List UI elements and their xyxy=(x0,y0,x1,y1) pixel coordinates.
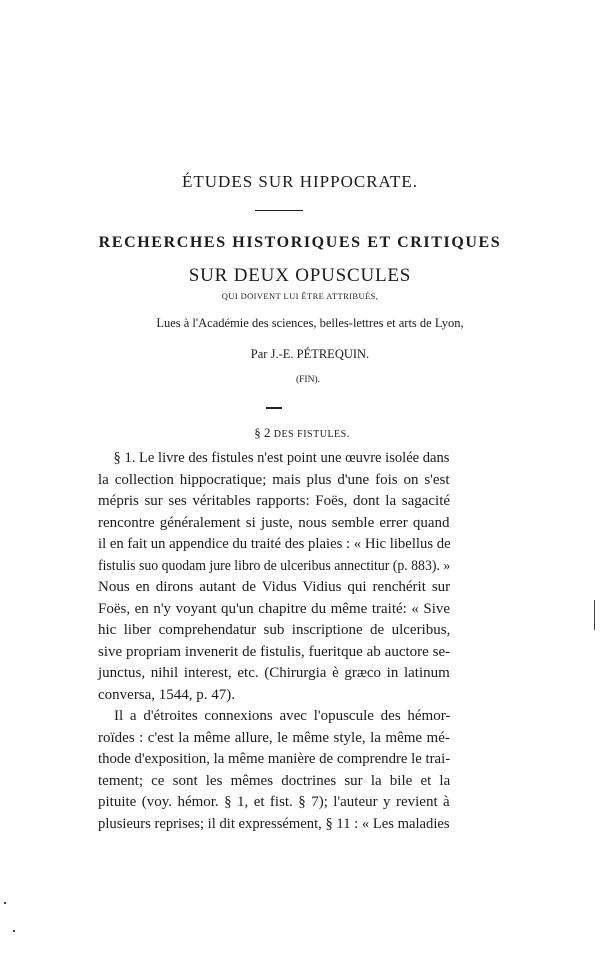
author-line: Par J.-E. PÉTREQUIN. xyxy=(250,347,370,361)
text-line: thode d'exposition, la même manière de comprendre le trai- xyxy=(98,751,451,767)
text-line: il en fait un appendice du traité des plaies : « Hic libellus de xyxy=(98,536,451,552)
text-line: mépris sur ses véritables rapports: Foës, dont la sagacité xyxy=(98,493,451,509)
section-title: DES FISTULES. xyxy=(273,429,350,440)
text-line: rencontre généralement si juste, nous semble errer quand xyxy=(98,514,450,531)
text-line: tement; ce sont les mêmes doctrines sur la bile et la xyxy=(98,772,451,789)
text-line: plusieurs reprises; il dit expressément, § 11 : « Les maladies xyxy=(98,815,450,832)
section-divider xyxy=(266,407,282,409)
text-line: la collection hippocratique; mais plus d'une fois on s'est xyxy=(98,471,450,488)
page-title: ÉTUDES SUR HIPPOCRATE. xyxy=(182,172,418,191)
text-line: Il a d'étroites connexions avec l'opuscule des hémor- xyxy=(114,708,451,724)
text-line: junctus, nihil interest, etc. (Chirurgia è græco in latinum xyxy=(98,665,450,681)
text-line: fistulis suo quodam jure libro de ulceribus annectitur (p. 883). » xyxy=(98,557,451,574)
text-line: Foës, en n'y voyant qu'un chapitre du même traité: « Sive xyxy=(98,600,451,617)
section-number: § 2 xyxy=(254,425,271,440)
edge-mark xyxy=(594,600,595,630)
text-line: Nous en dirons autant de Vidus Vidius qui renchérit sur xyxy=(98,579,451,595)
text-line: § 1. Le livre des fistules n'est point une œuvre isolée dans xyxy=(113,450,450,466)
text-line: hic liber comprehendatur sub inscriptione de ulceribus, xyxy=(98,622,451,638)
title-divider xyxy=(255,210,303,211)
text-line: conversa, 1544, p. 47). xyxy=(98,686,236,703)
edge-mark xyxy=(4,902,6,904)
fin-marker: (FIN). xyxy=(295,375,320,385)
section-heading xyxy=(2,425,600,441)
text-line: pituite (voy. hémor. § 1, et fist. § 7); l'auteur y revient à xyxy=(98,794,450,810)
text-line: sive propriam invenerit de fistulis, fueritque ab auctore se- xyxy=(98,643,451,660)
article-subheading: SUR DEUX OPUSCULES xyxy=(188,265,412,286)
edge-mark xyxy=(13,930,15,932)
text-line: roïdes : c'est la même allure, le même style, la même mé- xyxy=(98,729,450,746)
article-heading: RECHERCHES HISTORIQUES ET CRITIQUES xyxy=(98,234,502,251)
presentation-venue: Lues à l'Académie des sciences, belles-lettres et arts de Lyon, xyxy=(156,316,464,330)
article-note: QUI DOIVENT LUI ÊTRE ATTRIBUÉS, xyxy=(221,291,379,301)
body-text xyxy=(98,448,450,835)
